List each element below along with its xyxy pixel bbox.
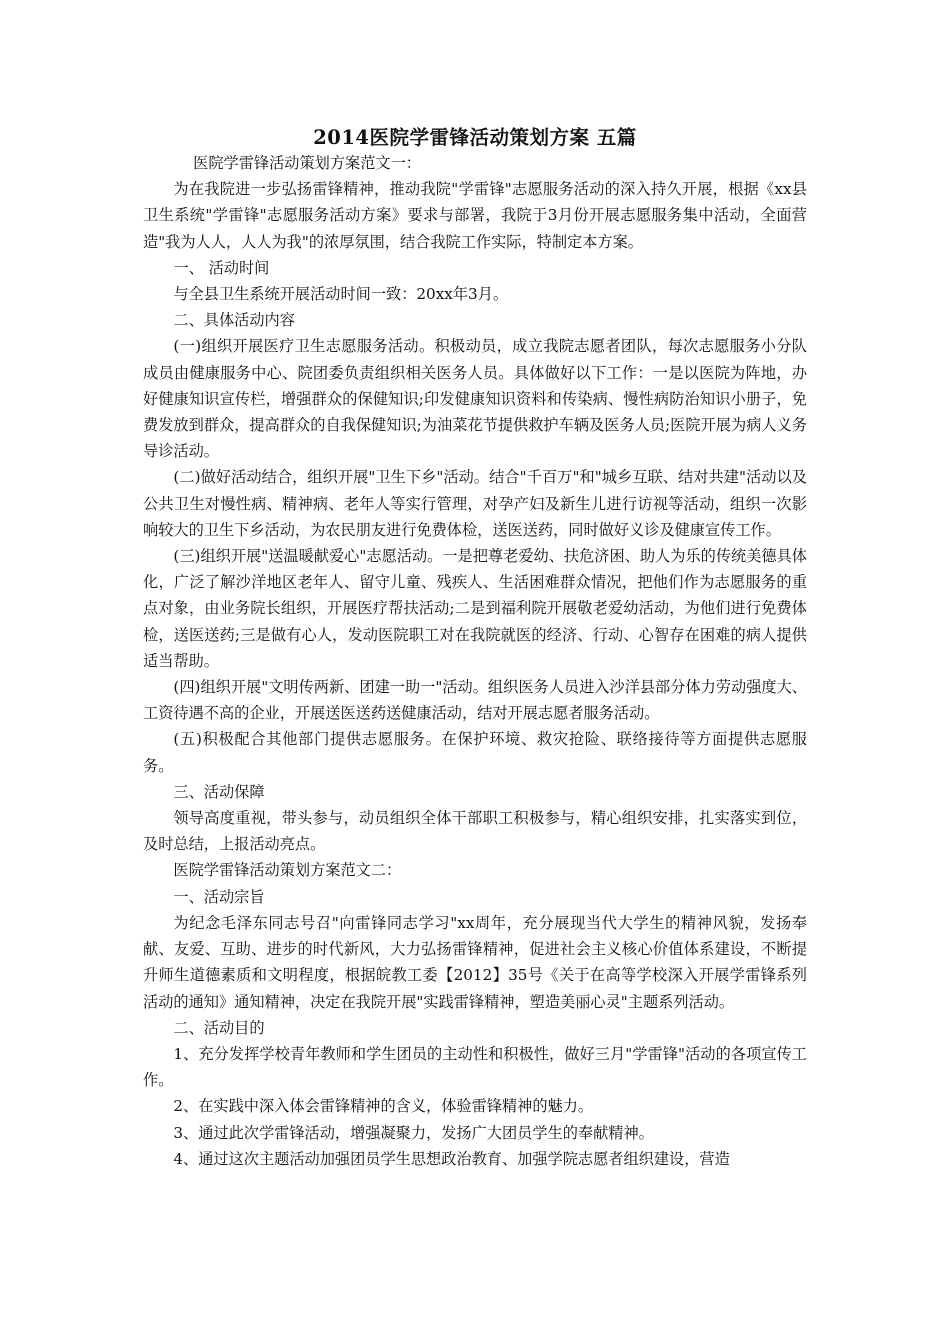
heading-activity-purpose: 一、活动宗旨: [173, 887, 265, 906]
heading-activity-content: 二、具体活动内容: [173, 311, 295, 330]
heading-activity-guarantee: 三、活动保障: [173, 782, 265, 801]
paragraph-item-4: (四)组织开展"文明传两新、团建一助一"活动。组织医务人员进入沙洋县部分体力劳动强度大、工资待遇不高的企业，开展送医送药送健康活动，结对开展志愿者服务活动。: [143, 678, 807, 723]
paragraph-goal-3: 3、通过此次学雷锋活动，增强凝聚力，发扬广大团员学生的奉献精神。: [173, 1123, 654, 1142]
heading-activity-time: 一、 活动时间: [173, 258, 270, 277]
paragraph-item-1: (一)组织开展医疗卫生志愿服务活动。积极动员，成立我院志愿者团队，每次志愿服务小分队成员由健康服务中心、院团委负责组织相关医务人员。具体做好以下工作：一是以医院为阵地，办好健康知识宣传栏，增强群众的保健知识;印发健康知识资料和传染病、慢性病防治知识小册子，免费发放到群众，提高群众的自我保健知识;为油菜花节提供救护车辆及医务人员;医院开展为病人义务导诊活动。: [143, 337, 807, 461]
paragraph-goal-1: 1、充分发挥学校青年教师和学生团员的主动性和积极性，做好三月"学雷锋"活动的各项宣传工作。: [143, 1044, 807, 1090]
section-heading-sample-one: 医院学雷锋活动策划方案范文一：: [193, 154, 421, 172]
paragraph-goal-2: 2、在实践中深入体会雷锋精神的含义，体验雷锋精神的魅力。: [173, 1097, 594, 1116]
document-title: 2014医院学雷锋活动策划方案 五篇: [313, 126, 637, 149]
paragraph-item-2: (二)做好活动结合，组织开展"卫生下乡"活动。结合"千百万"和"城乡互联、结对共建"活动以及公共卫生对慢性病、精神病、老年人等实行管理，对孕产妇及新生儿进行访视等活动，组织一次影响较大的卫生下乡活动，为农民朋友进行免费体检，送医送药，同时做好义诊及健康宣传工作。: [143, 468, 807, 539]
heading-activity-goal: 二、活动目的: [173, 1018, 265, 1037]
paragraph-intro: 为在我院进一步弘扬雷锋精神，推动我院"学雷锋"志愿服务活动的深入持久开展，根据《xx县卫生系统"学雷锋"志愿服务活动方案》要求与部署，我院于3月份开展志愿服务集中活动，全面营造"我为人人，人人为我"的浓厚氛围，结合我院工作实际，特制定本方案。: [143, 180, 807, 251]
section-heading-sample-two: 医院学雷锋活动策划方案范文二：: [173, 861, 402, 880]
paragraph-purpose: 为纪念毛泽东同志号召"向雷锋同志学习"xx周年，充分展现当代大学生的精神风貌，发扬奉献、友爱、互助、进步的时代新风，大力弘扬雷锋精神，促进社会主义核心价值体系建设，不断提升师生道德素质和文明程度，根据皖教工委【2012】35号《关于在高等学校深入开展学雷锋系列活动的通知》通知精神，决定在我院开展"实践雷锋精神，塑造美丽心灵"主题系列活动。: [143, 913, 807, 1011]
paragraph-guarantee: 领导高度重视，带头参与，动员组织全体干部职工积极参与，精心组织安排，扎实落实到位，及时总结，上报活动亮点。: [143, 809, 807, 854]
paragraph-activity-time: 与全县卫生系统开展活动时间一致：20xx年3月。: [173, 285, 509, 304]
document-body: [143, 150, 807, 1172]
paragraph-item-3: (三)组织开展"送温暖献爱心"志愿活动。一是把尊老爱幼、扶危济困、助人为乐的传统美德具体化，广泛了解沙洋地区老年人、留守儿童、残疾人、生活困难群众情况，把他们作为志愿服务的重点对象，由业务院长组织，开展医疗帮扶活动;二是到福利院开展敬老爱幼活动，为他们进行免费体检，送医送药;三是做有心人，发动医院职工对在我院就医的经济、行动、心智存在困难的病人提供适当帮助。: [143, 547, 807, 670]
paragraph-goal-4: 4、通过这次主题活动加强团员学生思想政治教育、加强学院志愿者组织建设，营造: [173, 1149, 730, 1168]
paragraph-item-5: (五)积极配合其他部门提供志愿服务。在保护环境、救灾抢险、联络接待等方面提供志愿服务。: [143, 730, 807, 775]
